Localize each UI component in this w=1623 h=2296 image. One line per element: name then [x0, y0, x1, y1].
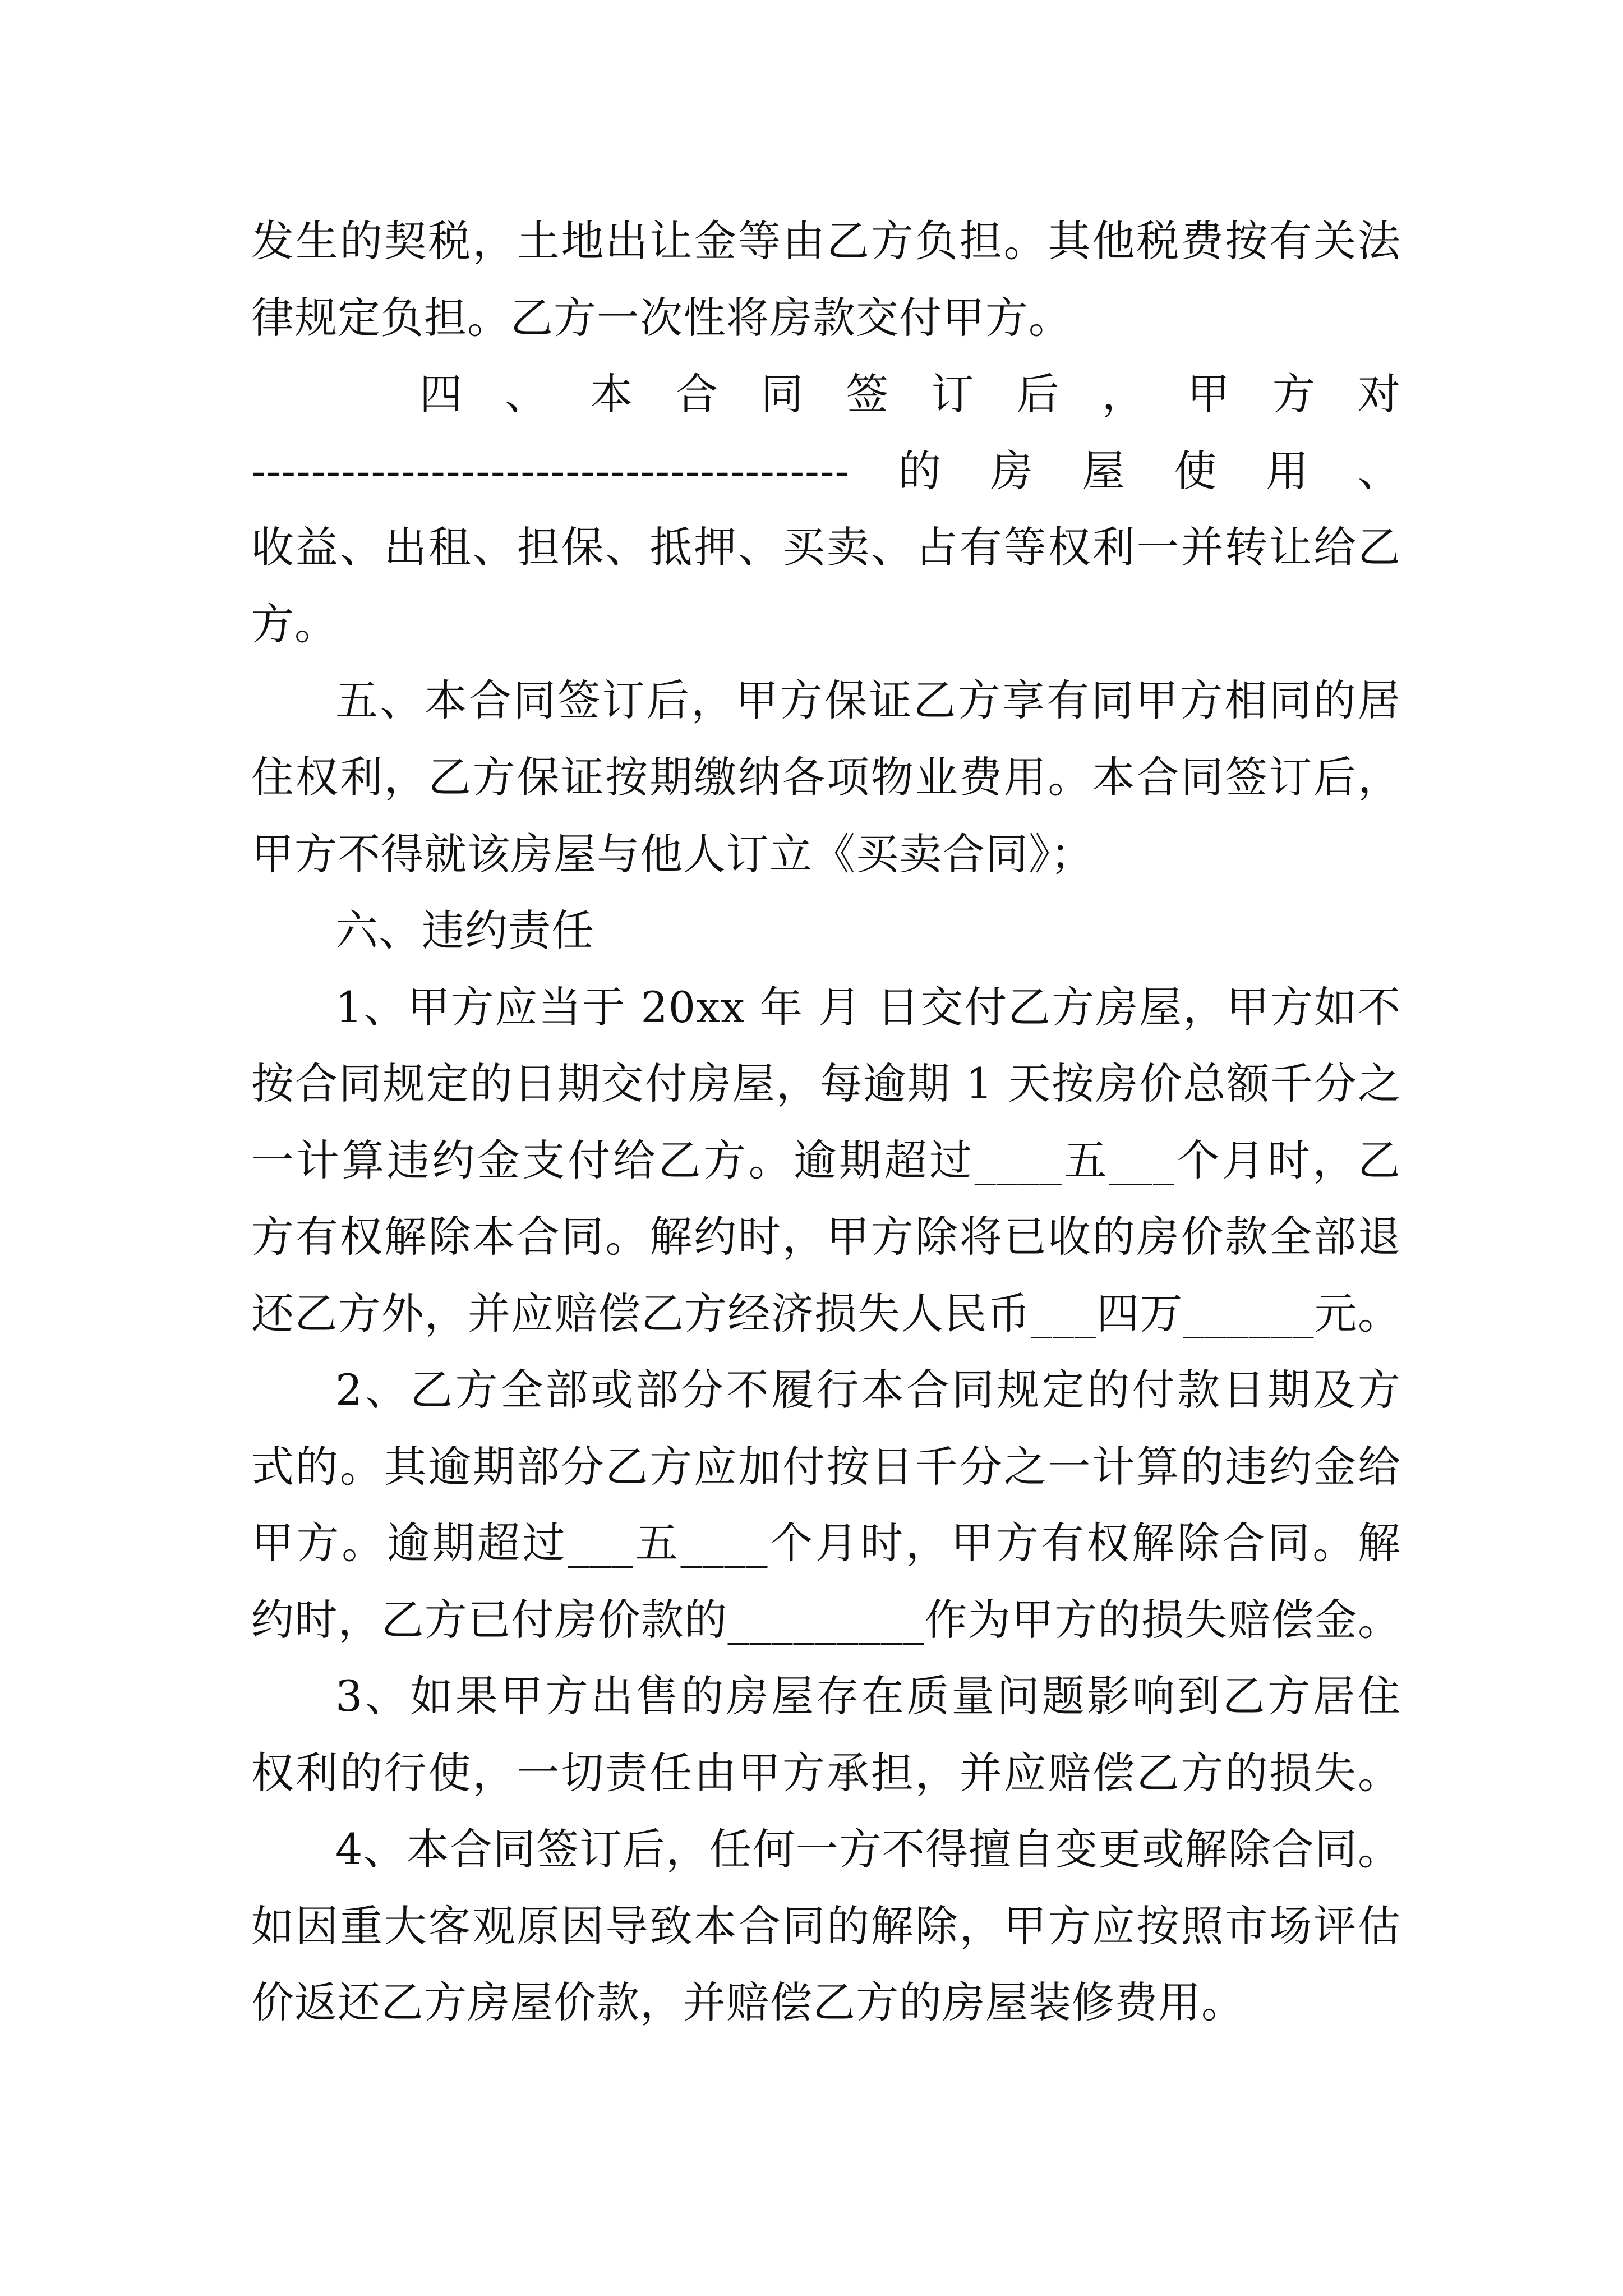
paragraph-line: 四 、 本 合 同 签 订 后 ， 甲 方 对: [419, 369, 1401, 419]
paragraph-line: 五、本合同签订后，甲方保证乙方享有同甲方相同的居: [335, 675, 1401, 725]
paragraph-line: 4、本合同签订后，任何一方不得擅自变更或解除合同。: [335, 1824, 1401, 1874]
paragraph-line: 1、甲方应当于 20xx 年 月 日交付乙方房屋，甲方如不: [335, 982, 1401, 1032]
paragraph-line: 权利的行使，一切责任由甲方承担，并应赔偿乙方的损失。: [251, 1748, 1401, 1798]
paragraph-line: 方。: [251, 599, 338, 649]
paragraph-line: 3、如果甲方出售的房屋存在质量问题影响到乙方居住: [335, 1671, 1401, 1721]
paragraph-line: 住权利，乙方保证按期缴纳各项物业费用。本合同签订后，: [251, 752, 1401, 802]
paragraph-line: 2、乙方全部或部分不履行本合同规定的付款日期及方: [335, 1365, 1401, 1415]
paragraph-line: 方有权解除本合同。解约时，甲方除将已收的房价款全部退: [251, 1212, 1401, 1262]
paragraph-line: 约时，乙方已付房价款的_________作为甲方的损失赔偿金。: [251, 1595, 1401, 1645]
paragraph-line: 甲方不得就该房屋与他人订立《买卖合同》；: [251, 829, 1094, 879]
section-heading: 六、违约责任: [335, 905, 594, 955]
paragraph-line: 式的。其逾期部分乙方应加付按日千分之一计算的违约金给: [251, 1442, 1401, 1492]
paragraph-line: 甲方。逾期超过___五____个月时，甲方有权解除合同。解: [251, 1518, 1401, 1568]
paragraph-line: 律规定负担。乙方一次性将房款交付甲方。: [251, 293, 1072, 343]
paragraph-line: 按合同规定的日期交付房屋，每逾期 1 天按房价总额千分之: [251, 1059, 1401, 1108]
paragraph-line: 价返还乙方房屋价款，并赔偿乙方的房屋装修费用。: [251, 1977, 1244, 2027]
paragraph-line: 收益、出租、担保、抵押、买卖、占有等权利一并转让给乙: [251, 522, 1401, 572]
paragraph-line: 如因重大客观原因导致本合同的解除，甲方应按照市场评估: [251, 1901, 1401, 1951]
paragraph-line: 发生的契税，土地出让金等由乙方负担。其他税费按有关法: [251, 216, 1401, 266]
paragraph-line: 还乙方外，并应赔偿乙方经济损失人民币___四万______元。: [251, 1289, 1401, 1338]
paragraph-line: ----------------------------------------的房屋使用、: [251, 446, 1401, 496]
paragraph-line: 一计算违约金支付给乙方。逾期超过____五___个月时，乙: [251, 1135, 1401, 1185]
